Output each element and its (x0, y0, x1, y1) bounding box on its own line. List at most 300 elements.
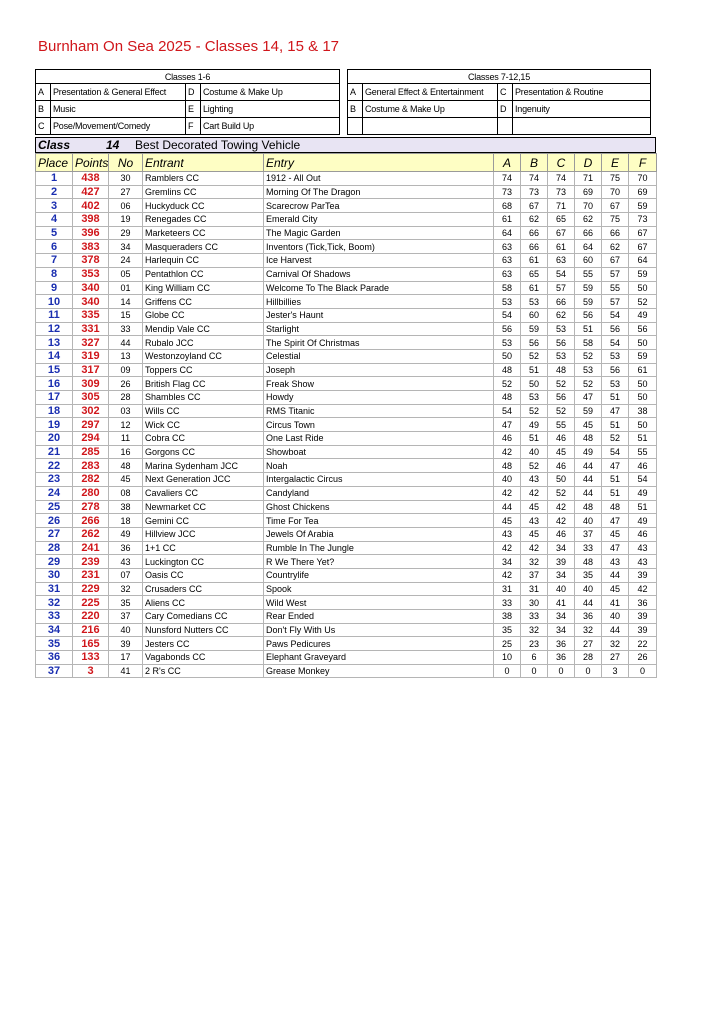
entry-cell: One Last Ride (264, 432, 494, 446)
entry-cell: Emerald City (264, 213, 494, 227)
score-a-cell: 63 (494, 254, 521, 268)
points-cell: 383 (73, 240, 109, 254)
table-row (36, 391, 657, 405)
score-f-cell: 59 (629, 199, 657, 213)
entry-number-cell: 08 (109, 486, 143, 500)
points-cell: 231 (73, 568, 109, 582)
score-d-cell: 28 (575, 651, 602, 665)
table-row (36, 377, 657, 391)
class-name: Best Decorated Towing Vehicle (135, 138, 301, 152)
score-c-cell: 62 (548, 308, 575, 322)
entry-cell: RMS Titanic (264, 404, 494, 418)
score-a-cell: 54 (494, 308, 521, 322)
score-a-cell: 38 (494, 610, 521, 624)
score-b-cell: 53 (521, 295, 548, 309)
score-c-cell: 52 (548, 377, 575, 391)
score-f-cell: 42 (629, 582, 657, 596)
score-e-cell: 67 (602, 254, 629, 268)
table-row (36, 610, 657, 624)
entry-number-cell: 17 (109, 651, 143, 665)
score-f-cell: 73 (629, 213, 657, 227)
score-f-cell: 50 (629, 281, 657, 295)
score-f-cell: 50 (629, 391, 657, 405)
table-row (36, 404, 657, 418)
score-d-cell: 48 (575, 500, 602, 514)
entry-cell: Intergalactic Circus (264, 473, 494, 487)
score-c-cell: 39 (548, 555, 575, 569)
score-a-cell: 10 (494, 651, 521, 665)
score-c-cell: 54 (548, 267, 575, 281)
score-c-cell: 34 (548, 610, 575, 624)
score-f-cell: 55 (629, 445, 657, 459)
score-c-cell: 48 (548, 363, 575, 377)
score-b-cell: 66 (521, 240, 548, 254)
entry-number-cell: 41 (109, 664, 143, 678)
entrant-cell: Westonzoyland CC (143, 349, 264, 363)
points-cell: 3 (73, 664, 109, 678)
score-e-cell: 56 (602, 363, 629, 377)
score-b-cell: 59 (521, 322, 548, 336)
results-body (36, 172, 657, 678)
place-cell: 32 (36, 596, 73, 610)
score-f-cell: 67 (629, 226, 657, 240)
table-row (36, 637, 657, 651)
score-c-cell: 46 (548, 459, 575, 473)
score-d-cell: 69 (575, 185, 602, 199)
score-b-cell: 67 (521, 199, 548, 213)
score-b-cell: 43 (521, 473, 548, 487)
legend-value: Music (51, 101, 186, 118)
score-e-cell: 54 (602, 445, 629, 459)
entry-number-cell: 07 (109, 568, 143, 582)
score-f-cell: 52 (629, 295, 657, 309)
points-cell: 285 (73, 445, 109, 459)
entry-cell: Joseph (264, 363, 494, 377)
points-cell: 297 (73, 418, 109, 432)
entrant-cell: Nunsford Nutters CC (143, 623, 264, 637)
entrant-cell: Aliens CC (143, 596, 264, 610)
entry-number-cell: 48 (109, 459, 143, 473)
score-f-cell: 49 (629, 308, 657, 322)
score-d-cell: 36 (575, 610, 602, 624)
col-d: D (575, 154, 602, 172)
points-cell: 378 (73, 254, 109, 268)
score-d-cell: 44 (575, 459, 602, 473)
score-d-cell: 45 (575, 418, 602, 432)
score-c-cell: 71 (548, 199, 575, 213)
points-cell: 283 (73, 459, 109, 473)
points-cell: 220 (73, 610, 109, 624)
entrant-cell: Shambles CC (143, 391, 264, 405)
entry-number-cell: 15 (109, 308, 143, 322)
entry-number-cell: 39 (109, 637, 143, 651)
points-cell: 302 (73, 404, 109, 418)
score-c-cell: 56 (548, 391, 575, 405)
points-cell: 165 (73, 637, 109, 651)
place-cell: 11 (36, 308, 73, 322)
table-row (36, 226, 657, 240)
legend-value: Presentation & Routine (513, 84, 651, 101)
score-d-cell: 53 (575, 363, 602, 377)
score-b-cell: 45 (521, 527, 548, 541)
place-cell: 25 (36, 500, 73, 514)
place-cell: 7 (36, 254, 73, 268)
score-c-cell: 36 (548, 637, 575, 651)
legend-key: B (348, 101, 363, 118)
score-b-cell: 65 (521, 267, 548, 281)
score-f-cell: 67 (629, 240, 657, 254)
score-c-cell: 42 (548, 514, 575, 528)
place-cell: 30 (36, 568, 73, 582)
place-cell: 17 (36, 391, 73, 405)
score-e-cell: 75 (602, 213, 629, 227)
score-a-cell: 31 (494, 582, 521, 596)
score-a-cell: 64 (494, 226, 521, 240)
score-e-cell: 66 (602, 226, 629, 240)
legend-value (513, 118, 651, 135)
score-b-cell: 32 (521, 623, 548, 637)
table-row (36, 254, 657, 268)
entry-number-cell: 05 (109, 267, 143, 281)
entry-number-cell: 36 (109, 541, 143, 555)
entry-cell: Circus Town (264, 418, 494, 432)
entry-number-cell: 33 (109, 322, 143, 336)
score-e-cell: 51 (602, 418, 629, 432)
score-c-cell: 55 (548, 418, 575, 432)
place-cell: 19 (36, 418, 73, 432)
score-a-cell: 73 (494, 185, 521, 199)
place-cell: 34 (36, 623, 73, 637)
score-d-cell: 40 (575, 582, 602, 596)
place-cell: 15 (36, 363, 73, 377)
score-d-cell: 49 (575, 445, 602, 459)
points-cell: 280 (73, 486, 109, 500)
score-c-cell: 56 (548, 336, 575, 350)
entry-number-cell: 29 (109, 226, 143, 240)
col-no: No (109, 154, 143, 172)
entrant-cell: Hillview JCC (143, 527, 264, 541)
score-d-cell: 44 (575, 486, 602, 500)
points-cell: 278 (73, 500, 109, 514)
points-cell: 241 (73, 541, 109, 555)
class-label: Class (38, 138, 71, 152)
entry-cell: Starlight (264, 322, 494, 336)
legend-classes-7-12-15 (347, 69, 651, 135)
score-f-cell: 49 (629, 514, 657, 528)
points-cell: 262 (73, 527, 109, 541)
entry-cell: Freak Show (264, 377, 494, 391)
class-bar (35, 137, 656, 153)
place-cell: 10 (36, 295, 73, 309)
entry-number-cell: 12 (109, 418, 143, 432)
entry-number-cell: 09 (109, 363, 143, 377)
legend-value: Cart Build Up (201, 118, 340, 135)
score-e-cell: 45 (602, 582, 629, 596)
score-d-cell: 70 (575, 199, 602, 213)
entry-number-cell: 45 (109, 473, 143, 487)
entry-cell: Noah (264, 459, 494, 473)
score-f-cell: 56 (629, 322, 657, 336)
score-a-cell: 48 (494, 363, 521, 377)
score-c-cell: 61 (548, 240, 575, 254)
points-cell: 340 (73, 295, 109, 309)
score-e-cell: 62 (602, 240, 629, 254)
col-points: Points (73, 154, 109, 172)
score-a-cell: 52 (494, 377, 521, 391)
score-d-cell: 44 (575, 473, 602, 487)
entry-cell: The Spirit Of Christmas (264, 336, 494, 350)
score-a-cell: 48 (494, 459, 521, 473)
entry-number-cell: 34 (109, 240, 143, 254)
entry-number-cell: 44 (109, 336, 143, 350)
table-row (36, 651, 657, 665)
entry-number-cell: 43 (109, 555, 143, 569)
score-f-cell: 46 (629, 527, 657, 541)
table-row (36, 185, 657, 199)
score-c-cell: 0 (548, 664, 575, 678)
score-b-cell: 23 (521, 637, 548, 651)
place-cell: 9 (36, 281, 73, 295)
table-row (36, 418, 657, 432)
entrant-cell: Renegades CC (143, 213, 264, 227)
entrant-cell: Wills CC (143, 404, 264, 418)
table-row (36, 322, 657, 336)
score-b-cell: 74 (521, 172, 548, 186)
entrant-cell: Pentathlon CC (143, 267, 264, 281)
legend-header: Classes 1-6 (36, 70, 340, 84)
score-e-cell: 44 (602, 623, 629, 637)
score-c-cell: 34 (548, 623, 575, 637)
entry-number-cell: 37 (109, 610, 143, 624)
table-row (36, 473, 657, 487)
table-row (36, 514, 657, 528)
table-row (36, 596, 657, 610)
score-d-cell: 0 (575, 664, 602, 678)
score-f-cell: 22 (629, 637, 657, 651)
score-d-cell: 56 (575, 308, 602, 322)
score-e-cell: 56 (602, 322, 629, 336)
entry-cell: Time For Tea (264, 514, 494, 528)
score-a-cell: 42 (494, 486, 521, 500)
col-entry: Entry (264, 154, 494, 172)
score-c-cell: 41 (548, 596, 575, 610)
table-row (36, 308, 657, 322)
score-d-cell: 58 (575, 336, 602, 350)
score-f-cell: 39 (629, 623, 657, 637)
entrant-cell: Next Generation JCC (143, 473, 264, 487)
entry-cell: Candyland (264, 486, 494, 500)
score-b-cell: 40 (521, 445, 548, 459)
points-cell: 294 (73, 432, 109, 446)
legend-value: Costume & Make Up (201, 84, 340, 101)
score-c-cell: 42 (548, 500, 575, 514)
table-row (36, 500, 657, 514)
entry-number-cell: 40 (109, 623, 143, 637)
place-cell: 13 (36, 336, 73, 350)
entry-number-cell: 32 (109, 582, 143, 596)
score-c-cell: 46 (548, 432, 575, 446)
table-row (36, 363, 657, 377)
score-e-cell: 70 (602, 185, 629, 199)
score-b-cell: 53 (521, 391, 548, 405)
score-a-cell: 48 (494, 391, 521, 405)
entry-cell: Morning Of The Dragon (264, 185, 494, 199)
table-row (36, 432, 657, 446)
entry-cell: Countrylife (264, 568, 494, 582)
entry-cell: Hillbillies (264, 295, 494, 309)
place-cell: 8 (36, 267, 73, 281)
score-e-cell: 47 (602, 541, 629, 555)
place-cell: 4 (36, 213, 73, 227)
score-b-cell: 73 (521, 185, 548, 199)
score-f-cell: 69 (629, 185, 657, 199)
score-a-cell: 74 (494, 172, 521, 186)
points-cell: 225 (73, 596, 109, 610)
legend-value: Lighting (201, 101, 340, 118)
place-cell: 33 (36, 610, 73, 624)
score-a-cell: 42 (494, 445, 521, 459)
entrant-cell: Mendip Vale CC (143, 322, 264, 336)
score-d-cell: 40 (575, 514, 602, 528)
table-row (36, 295, 657, 309)
score-b-cell: 42 (521, 486, 548, 500)
score-c-cell: 65 (548, 213, 575, 227)
score-f-cell: 59 (629, 267, 657, 281)
entrant-cell: Cary Comedians CC (143, 610, 264, 624)
score-d-cell: 35 (575, 568, 602, 582)
entry-cell: Celestial (264, 349, 494, 363)
score-b-cell: 49 (521, 418, 548, 432)
score-c-cell: 45 (548, 445, 575, 459)
entry-number-cell: 01 (109, 281, 143, 295)
score-a-cell: 42 (494, 568, 521, 582)
score-f-cell: 39 (629, 568, 657, 582)
score-d-cell: 27 (575, 637, 602, 651)
legend-header: Classes 7-12,15 (348, 70, 651, 84)
place-cell: 6 (36, 240, 73, 254)
table-row (36, 555, 657, 569)
score-a-cell: 68 (494, 199, 521, 213)
score-b-cell: 32 (521, 555, 548, 569)
score-d-cell: 52 (575, 349, 602, 363)
legend-value: General Effect & Entertainment (363, 84, 498, 101)
points-cell: 335 (73, 308, 109, 322)
score-a-cell: 45 (494, 514, 521, 528)
points-cell: 327 (73, 336, 109, 350)
points-cell: 133 (73, 651, 109, 665)
table-row (36, 527, 657, 541)
score-c-cell: 34 (548, 541, 575, 555)
score-e-cell: 54 (602, 336, 629, 350)
score-b-cell: 60 (521, 308, 548, 322)
col-entrant: Entrant (143, 154, 264, 172)
col-place: Place (36, 154, 73, 172)
score-b-cell: 50 (521, 377, 548, 391)
entrant-cell: Newmarket CC (143, 500, 264, 514)
legend-value: Presentation & General Effect (51, 84, 186, 101)
score-b-cell: 30 (521, 596, 548, 610)
score-c-cell: 52 (548, 486, 575, 500)
score-f-cell: 50 (629, 418, 657, 432)
entry-number-cell: 19 (109, 213, 143, 227)
points-cell: 305 (73, 391, 109, 405)
score-a-cell: 40 (494, 473, 521, 487)
score-a-cell: 35 (494, 623, 521, 637)
entrant-cell: Oasis CC (143, 568, 264, 582)
entry-cell: Paws Pedicures (264, 637, 494, 651)
score-f-cell: 46 (629, 459, 657, 473)
legend-key: B (36, 101, 51, 118)
score-d-cell: 32 (575, 623, 602, 637)
score-a-cell: 47 (494, 418, 521, 432)
score-e-cell: 51 (602, 473, 629, 487)
score-a-cell: 33 (494, 596, 521, 610)
place-cell: 14 (36, 349, 73, 363)
entry-number-cell: 14 (109, 295, 143, 309)
entry-number-cell: 35 (109, 596, 143, 610)
score-e-cell: 53 (602, 349, 629, 363)
place-cell: 2 (36, 185, 73, 199)
place-cell: 16 (36, 377, 73, 391)
entrant-cell: Ramblers CC (143, 172, 264, 186)
score-c-cell: 50 (548, 473, 575, 487)
legend-key (498, 118, 513, 135)
score-d-cell: 51 (575, 322, 602, 336)
score-b-cell: 52 (521, 349, 548, 363)
points-cell: 317 (73, 363, 109, 377)
entrant-cell: Masqueraders CC (143, 240, 264, 254)
place-cell: 21 (36, 445, 73, 459)
entrant-cell: Cobra CC (143, 432, 264, 446)
score-b-cell: 33 (521, 610, 548, 624)
score-c-cell: 73 (548, 185, 575, 199)
entry-cell: Spook (264, 582, 494, 596)
col-c: C (548, 154, 575, 172)
score-e-cell: 47 (602, 404, 629, 418)
score-b-cell: 0 (521, 664, 548, 678)
legend-key: C (498, 84, 513, 101)
entrant-cell: Gemini CC (143, 514, 264, 528)
entrant-cell: 1+1 CC (143, 541, 264, 555)
table-row (36, 623, 657, 637)
place-cell: 5 (36, 226, 73, 240)
score-a-cell: 63 (494, 267, 521, 281)
entrant-cell: Jesters CC (143, 637, 264, 651)
entrant-cell: King William CC (143, 281, 264, 295)
score-f-cell: 39 (629, 610, 657, 624)
score-c-cell: 63 (548, 254, 575, 268)
score-a-cell: 0 (494, 664, 521, 678)
score-e-cell: 57 (602, 267, 629, 281)
score-a-cell: 44 (494, 500, 521, 514)
entry-cell: Rear Ended (264, 610, 494, 624)
entry-cell: Howdy (264, 391, 494, 405)
entrant-cell: Marketeers CC (143, 226, 264, 240)
entry-number-cell: 26 (109, 377, 143, 391)
entrant-cell: Luckington CC (143, 555, 264, 569)
score-d-cell: 48 (575, 555, 602, 569)
score-c-cell: 57 (548, 281, 575, 295)
score-f-cell: 51 (629, 432, 657, 446)
entry-cell: Jester's Haunt (264, 308, 494, 322)
score-f-cell: 54 (629, 473, 657, 487)
entry-cell: Welcome To The Black Parade (264, 281, 494, 295)
entrant-cell: Rubalo JCC (143, 336, 264, 350)
table-row (36, 568, 657, 582)
place-cell: 1 (36, 172, 73, 186)
place-cell: 28 (36, 541, 73, 555)
col-e: E (602, 154, 629, 172)
